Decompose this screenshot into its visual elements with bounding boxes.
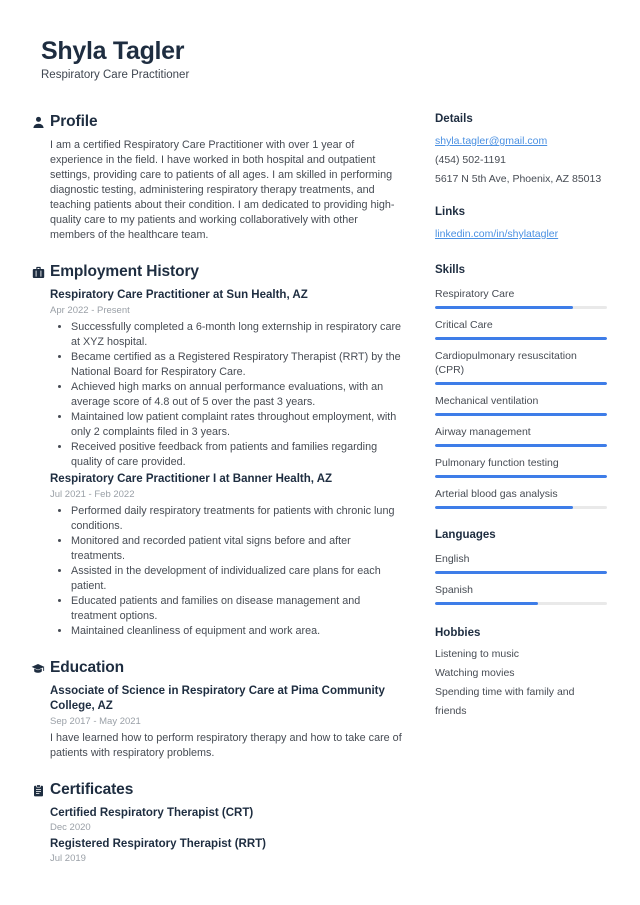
clipboard-icon — [31, 783, 45, 797]
links-heading: Links — [435, 206, 466, 218]
hobby-item: Watching movies — [435, 667, 515, 679]
languages-heading: Languages — [435, 529, 496, 541]
job-bullet: • Received positive feedback from patients and families regarding quality of care provided. — [71, 440, 405, 470]
certificate-title: Certified Respiratory Therapist (CRT) — [50, 807, 254, 819]
job-bullet: • Became certified as a Registered Respiratory Therapist (RRT) by the National Board for Respiratory Care. — [71, 350, 405, 380]
email-link[interactable]: shyla.tagler@gmail.com — [435, 135, 548, 147]
skill-bar — [435, 306, 607, 309]
skills-heading: Skills — [435, 264, 466, 276]
job-bullet-list — [50, 504, 405, 639]
language-bar — [435, 602, 607, 605]
education-heading: Education — [50, 659, 125, 676]
briefcase-icon — [31, 265, 45, 279]
job-bullet: • Maintained cleanliness of equipment and work area. — [71, 624, 405, 639]
hobby-item: Listening to music — [435, 648, 520, 660]
content-columns — [0, 112, 640, 868]
skill-bar — [435, 444, 607, 447]
degree-title: Associate of Science in Respiratory Care at Pima Community College, AZ — [50, 685, 385, 712]
links-section — [435, 205, 607, 244]
employment-heading: Employment History — [50, 263, 199, 280]
skill-item — [435, 487, 607, 509]
job-bullet: • Achieved high marks on annual performance evaluations, with an average score of 4.8 out of 5 over the past 3 years. — [71, 380, 405, 410]
section-certificates — [31, 780, 405, 865]
job-bullet: • Educated patients and families on disease management and treatment options. — [71, 594, 405, 624]
certificate-entry — [50, 837, 405, 865]
skill-bar-fill — [435, 306, 573, 309]
skill-bar — [435, 337, 607, 340]
skill-bar-fill — [435, 444, 607, 447]
certificate-dates: Jul 2019 — [50, 853, 86, 864]
job-bullet-list — [50, 320, 405, 470]
hobbies-heading: Hobbies — [435, 627, 481, 639]
skill-label: Pulmonary function testing — [435, 457, 559, 469]
education-dates: Sep 2017 - May 2021 — [50, 716, 141, 727]
language-label: Spanish — [435, 584, 473, 596]
skill-bar-fill — [435, 337, 607, 340]
job-dates: Jul 2021 - Feb 2022 — [50, 489, 135, 500]
certificate-dates: Dec 2020 — [50, 822, 91, 833]
linkedin-link[interactable]: linkedin.com/in/shylatagler — [435, 228, 559, 240]
hobby-list — [435, 645, 607, 721]
language-bar-fill — [435, 571, 607, 574]
profile-heading-row — [31, 112, 405, 132]
skill-label: Arterial blood gas analysis — [435, 488, 558, 500]
section-employment — [31, 262, 405, 639]
candidate-job-title: Respiratory Care Practitioner — [41, 69, 190, 81]
profile-heading: Profile — [50, 113, 98, 130]
skill-bar — [435, 475, 607, 478]
job-title: Respiratory Care Practitioner I at Banner Health, AZ — [50, 473, 333, 485]
skill-item — [435, 349, 607, 385]
sidebar — [435, 112, 607, 868]
job-bullet: • Maintained low patient complaint rates throughout employment, with only 2 complaints filed in 3 years. — [71, 410, 405, 440]
language-bar-fill — [435, 602, 538, 605]
language-item — [435, 583, 607, 605]
skill-bar — [435, 382, 607, 385]
skill-label: Mechanical ventilation — [435, 395, 539, 407]
certificate-title: Registered Respiratory Therapist (RRT) — [50, 838, 266, 850]
employment-heading-row — [31, 262, 405, 282]
details-heading: Details — [435, 113, 473, 125]
job-bullet: • Performed daily respiratory treatments for patients with chronic lung conditions. — [71, 504, 405, 534]
phone-number: (454) 502-1191 — [435, 154, 507, 166]
skill-label: Critical Care — [435, 319, 493, 331]
skill-bar-fill — [435, 413, 607, 416]
skill-label: Respiratory Care — [435, 288, 515, 300]
skill-bar-fill — [435, 506, 573, 509]
language-label: English — [435, 553, 470, 565]
job-bullet: • Monitored and recorded patient vital signs before and after treatments. — [71, 534, 405, 564]
main-column — [31, 112, 405, 868]
skill-item — [435, 456, 607, 478]
certificates-heading: Certificates — [50, 781, 134, 798]
skill-label: Cardiopulmonary resuscitation (CPR) — [435, 350, 577, 376]
education-heading-row — [31, 658, 405, 678]
skill-label: Airway management — [435, 426, 531, 438]
candidate-name: Shyla Tagler — [41, 37, 185, 65]
skill-bar-fill — [435, 382, 607, 385]
skill-item — [435, 425, 607, 447]
graduation-cap-icon — [31, 661, 45, 675]
skill-bar-fill — [435, 475, 607, 478]
hobby-item: Spending time with family and friends — [435, 686, 575, 717]
user-icon — [31, 115, 45, 129]
details-section — [435, 112, 607, 189]
language-item — [435, 552, 607, 574]
education-description: I have learned how to perform respiratory therapy and how to take care of patients with respiratory problems. — [50, 732, 402, 759]
job-entry — [50, 288, 405, 470]
skill-item — [435, 394, 607, 416]
certificates-heading-row — [31, 780, 405, 800]
address: 5617 N 5th Ave, Phoenix, AZ 85013 — [435, 173, 602, 185]
skill-item — [435, 287, 607, 309]
skill-bar — [435, 506, 607, 509]
certificate-entry — [50, 806, 405, 834]
skills-section — [435, 263, 607, 509]
resume-header — [0, 0, 640, 82]
skill-bar — [435, 413, 607, 416]
language-bar — [435, 571, 607, 574]
job-bullet: • Assisted in the development of individualized care plans for each patient. — [71, 564, 405, 594]
section-education — [31, 658, 405, 761]
job-title: Respiratory Care Practitioner at Sun Health, AZ — [50, 289, 308, 301]
hobbies-section — [435, 626, 607, 721]
job-bullet: • Successfully completed a 6-month long externship in respiratory care at XYZ hospital. — [71, 320, 405, 350]
skill-item — [435, 318, 607, 340]
job-dates: Apr 2022 - Present — [50, 305, 130, 316]
languages-section — [435, 528, 607, 605]
profile-text: I am a certified Respiratory Care Practitioner with over 1 year of experience in the field. I have worked in both hospital and outpatient settings, providing care to patients of all ages. I am skilled in performing diagnostic testing, administering respiratory therapy treatments, and teaching patients about their condition. I am dedicated to providing high-quality care to my patients and working collaboratively with other members of the healthcare team. — [50, 139, 395, 241]
section-profile — [31, 112, 405, 243]
job-entry — [50, 472, 405, 639]
